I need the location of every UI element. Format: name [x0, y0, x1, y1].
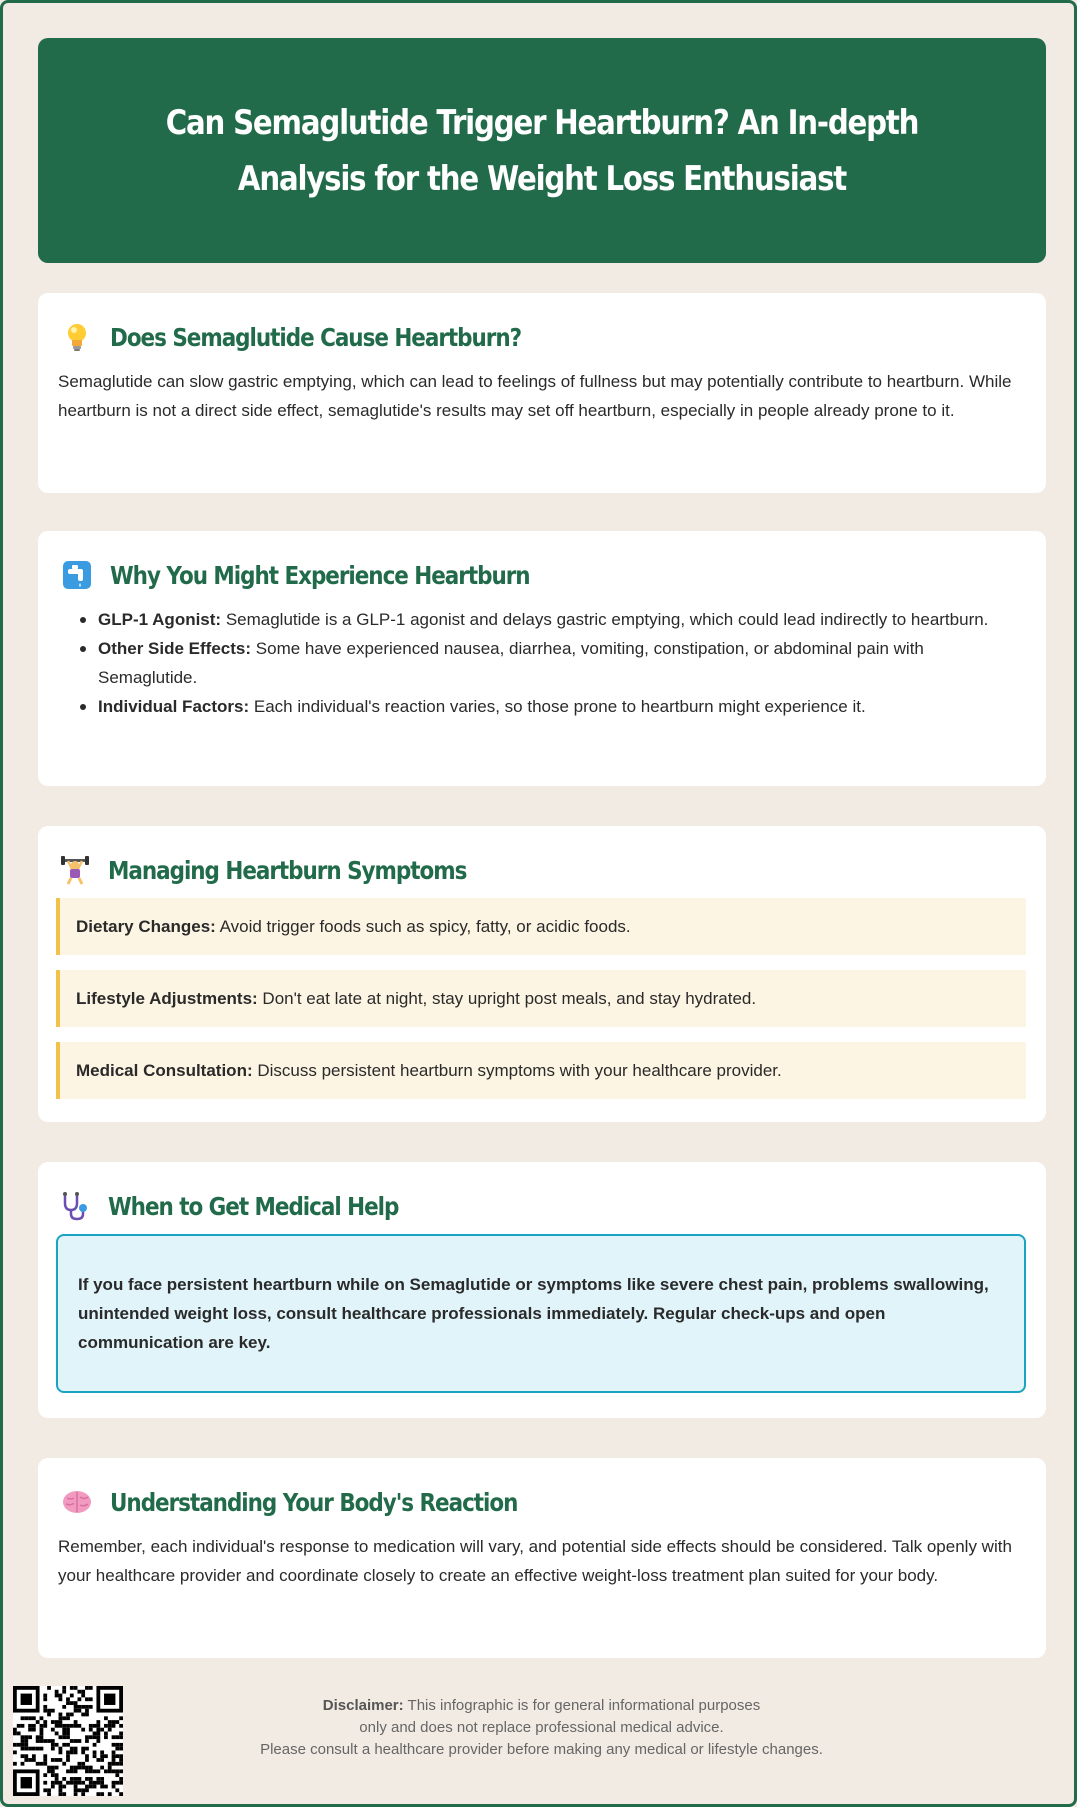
- section-header: [58, 317, 1026, 357]
- lightbulb-icon: [62, 322, 92, 352]
- tip-item: Medical Consultation: Discuss persistent heartburn symptoms with your healthcare provider.: [56, 1042, 1026, 1099]
- section-header: [58, 1482, 1026, 1522]
- section-body-reaction: [38, 1458, 1046, 1658]
- page-header: [38, 38, 1046, 263]
- disclaimer: Disclaimer: This infographic is for general informational purposes only and does not replace professional medical advice. Please consult a healthcare provider before making any medical or lifestyle changes.: [260, 1697, 823, 1758]
- section-why: [38, 531, 1046, 786]
- tips-list: [56, 898, 1026, 1099]
- section-cause: [38, 293, 1046, 493]
- tip-item: Lifestyle Adjustments: Don't eat late at night, stay upright post meals, and stay hydrated.: [56, 970, 1026, 1027]
- list-item: GLP-1 Agonist: Semaglutide is a GLP-1 agonist and delays gastric emptying, which could lead indirectly to heartburn.: [78, 605, 1026, 634]
- reasons-list: [58, 605, 1026, 721]
- tip-item: Dietary Changes: Avoid trigger foods such as spicy, fatty, or acidic foods.: [56, 898, 1026, 955]
- section-header: [58, 555, 1026, 595]
- list-item: Other Side Effects: Some have experienced nausea, diarrhea, vomiting, constipation, or abdominal pain with Semaglutide.: [78, 634, 1026, 692]
- disclaimer-label: Disclaimer:: [322, 1697, 404, 1714]
- stethoscope-icon: [60, 1191, 90, 1221]
- section-help: [38, 1162, 1046, 1418]
- section-title: Managing Heartburn Symptoms: [108, 855, 467, 885]
- section-title: When to Get Medical Help: [108, 1191, 399, 1221]
- section-title: Why You Might Experience Heartburn: [110, 560, 530, 590]
- section-body: Remember, each individual's response to medication will vary, and potential side effects should be considered. Talk openly with your healthcare provider and coordinate closely to create an effective weight-loss treatment plan suited for your body.: [58, 1537, 1012, 1585]
- footer: [3, 1683, 1077, 1803]
- page-title: Can Semaglutide Trigger Heartburn? An In-depth Analysis for the Weight Loss Enthusiast: [165, 102, 919, 199]
- section-body: Semaglutide can slow gastric emptying, which can lead to feelings of fullness but may potentially contribute to heartburn. While heartburn is not a direct side effect, semaglutide's results may set off heartburn, especially in people already prone to it.: [58, 372, 1012, 420]
- weightlifter-icon: [60, 855, 90, 885]
- section-title: Does Semaglutide Cause Heartburn?: [110, 322, 522, 352]
- list-item: Individual Factors: Each individual's reaction varies, so those prone to heartburn might experience it.: [78, 692, 1026, 721]
- section-header: [56, 1186, 1026, 1226]
- brain-icon: [62, 1487, 92, 1517]
- medical-alert-box: If you face persistent heartburn while on Semaglutide or symptoms like severe chest pain, problems swallowing, unintended weight loss, consult healthcare professionals immediately. Regular check-ups and open communication are key.: [56, 1234, 1026, 1393]
- faucet-icon: [62, 560, 92, 590]
- section-manage: [38, 826, 1046, 1122]
- section-title: Understanding Your Body's Reaction: [110, 1487, 518, 1517]
- section-header: [56, 850, 1026, 890]
